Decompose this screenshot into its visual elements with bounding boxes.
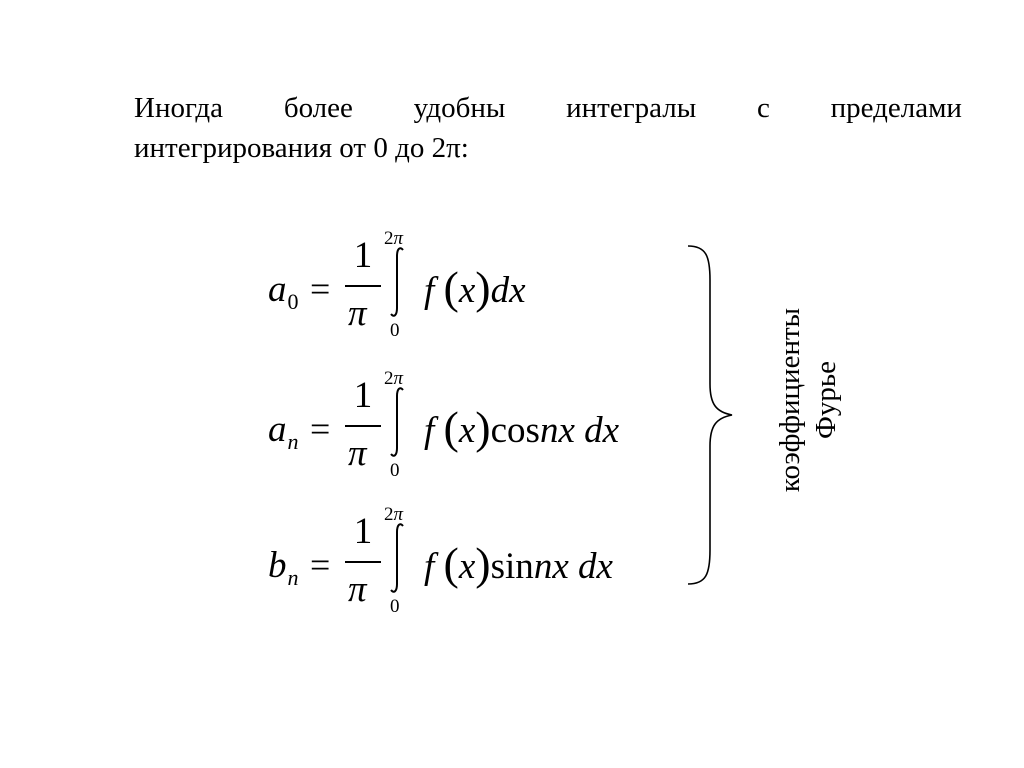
lower-limit: 0 [390, 320, 400, 341]
integral-sign-icon [386, 246, 408, 318]
paren-close: ) [475, 262, 491, 313]
upper-limit-pi: π [393, 504, 404, 525]
fraction-numerator: 1 [353, 511, 373, 552]
intro-line-1 [134, 88, 962, 128]
lhs-symbol [268, 268, 299, 314]
func-f: f [424, 546, 435, 587]
fraction-numerator: 1 [353, 375, 373, 416]
fraction-numerator: 1 [353, 235, 373, 276]
differential: dx [584, 410, 620, 451]
lhs-letter: a [268, 269, 287, 310]
upper-limit-coef: 2 [384, 228, 394, 249]
intro-word: интегралы [566, 92, 697, 124]
integrand [424, 400, 619, 453]
lower-limit: 0 [390, 460, 400, 481]
fraction-bar [345, 425, 381, 427]
differential: dx [578, 546, 613, 587]
equals-sign: = [310, 269, 331, 309]
intro-word: пределами [830, 92, 962, 124]
lhs-letter: b [268, 545, 287, 586]
lhs-letter: a [268, 409, 287, 450]
intro-word: с [756, 92, 770, 124]
trig-function: sin [490, 546, 534, 587]
lhs-subscript: 0 [287, 289, 299, 314]
upper-limit-coef: 2 [384, 368, 394, 389]
lhs-subscript: n [287, 565, 299, 590]
func-f: f [424, 270, 435, 311]
lhs-symbol [268, 408, 299, 454]
var-x: x [458, 270, 476, 311]
fraction-bar [345, 561, 381, 563]
lhs-symbol [268, 544, 299, 590]
paren-open: ( [443, 262, 459, 313]
formula-bn [268, 500, 688, 620]
intro-line-2: интегрирования от 0 до 2π: [134, 132, 469, 164]
rotated-label [772, 308, 844, 492]
integrand [424, 260, 526, 313]
var-x: x [458, 546, 476, 587]
paren-close: ) [475, 402, 491, 453]
intro-paragraph [134, 88, 962, 168]
label-line-2: Фурье [810, 361, 842, 440]
upper-limit-pi: π [393, 228, 404, 249]
label-line-1: коэффициенты [774, 307, 806, 493]
fraction-denominator: π [348, 293, 367, 334]
trig-function: cos [490, 410, 540, 451]
func-f: f [424, 410, 435, 451]
formula-an [268, 364, 688, 484]
paren-close: ) [475, 538, 491, 589]
intro-word: более [283, 92, 353, 124]
fraction-denominator: π [348, 569, 367, 610]
integral-sign-icon [386, 522, 408, 594]
intro-word: Иногда [134, 92, 224, 124]
argument-nx: nx [539, 410, 575, 451]
equals-sign: = [310, 409, 331, 449]
paren-open: ( [443, 538, 459, 589]
upper-limit-pi: π [393, 368, 404, 389]
integral-sign-icon [386, 386, 408, 458]
formula-a0 [268, 224, 688, 344]
curly-brace-icon [686, 244, 736, 586]
paren-open: ( [443, 402, 459, 453]
lhs-subscript: n [287, 429, 299, 454]
intro-word: удобны [413, 92, 506, 124]
lower-limit: 0 [390, 596, 400, 617]
equals-sign: = [310, 545, 331, 585]
argument-nx: nx [533, 546, 569, 587]
integrand [424, 536, 613, 589]
fraction-bar [345, 285, 381, 287]
differential: dx [490, 270, 526, 311]
fraction-denominator: π [348, 433, 367, 474]
var-x: x [458, 410, 476, 451]
upper-limit-coef: 2 [384, 504, 394, 525]
